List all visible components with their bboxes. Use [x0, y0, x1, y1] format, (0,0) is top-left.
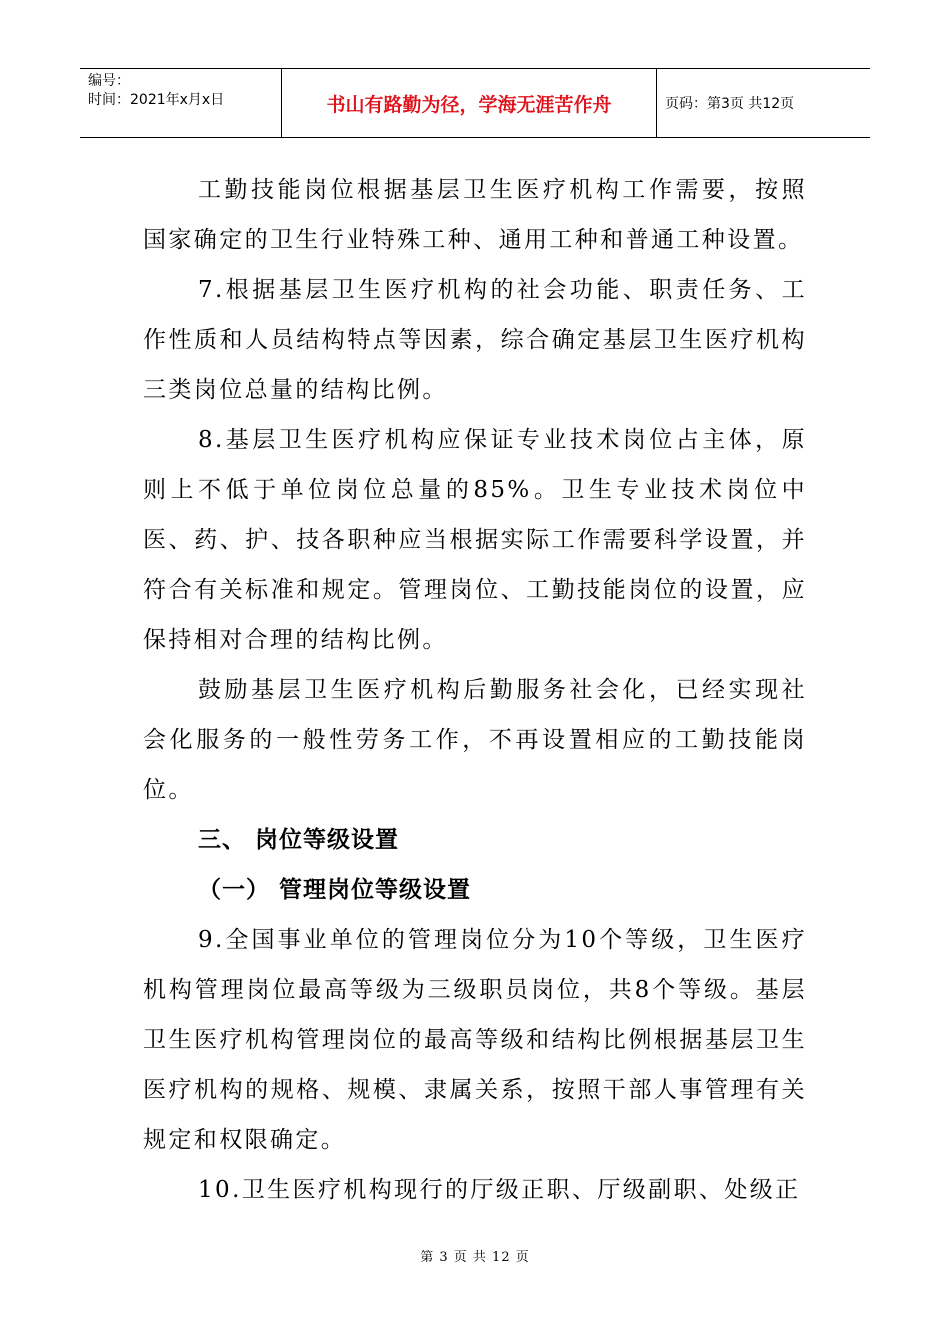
document-body — [143, 165, 807, 1215]
time-label: 时间：2021年x月x日 — [88, 92, 225, 108]
page-footer: 第 3 页 共 12 页 — [420, 1250, 530, 1265]
header-motto: 书山有路勤为径，学海无涯苦作舟 — [282, 69, 657, 137]
paragraph: 8.基层卫生医疗机构应保证专业技术岗位占主体，原则上不低于单位岗位总量的85%。卫生专业技术岗位中医、药、护、技各职种应当根据实际工作需要科学设置，并符合有关标准和规定。管理岗位、工勤技能岗位的设置，应保持相对合理的结构比例。 — [143, 427, 807, 653]
page-header — [80, 68, 870, 138]
paragraph: 10.卫生医疗机构现行的厅级正职、厅级副职、处级正 — [198, 1177, 801, 1203]
paragraph: 7.根据基层卫生医疗机构的社会功能、职责任务、工作性质和人员结构特点等因素，综合确定基层卫生医疗机构三类岗位总量的结构比例。 — [143, 277, 807, 403]
subsection-heading: （一） 管理岗位等级设置 — [198, 877, 472, 903]
paragraph: 工勤技能岗位根据基层卫生医疗机构工作需要，按照国家确定的卫生行业特殊工种、通用工种和普通工种设置。 — [143, 177, 807, 253]
header-meta — [80, 69, 282, 137]
header-page-info: 页码：第3页 共12页 — [665, 96, 795, 112]
paragraph: 鼓励基层卫生医疗机构后勤服务社会化，已经实现社会化服务的一般性劳务工作，不再设置相应的工勤技能岗位。 — [143, 677, 807, 803]
section-heading: 三、 岗位等级设置 — [198, 827, 400, 853]
paragraph: 9.全国事业单位的管理岗位分为10个等级，卫生医疗机构管理岗位最高等级为三级职员岗位，共8个等级。基层卫生医疗机构管理岗位的最高等级和结构比例根据基层卫生医疗机构的规格、规模、隶属关系，按照干部人事管理有关规定和权限确定。 — [143, 927, 807, 1153]
number-label: 编号： — [88, 73, 130, 89]
